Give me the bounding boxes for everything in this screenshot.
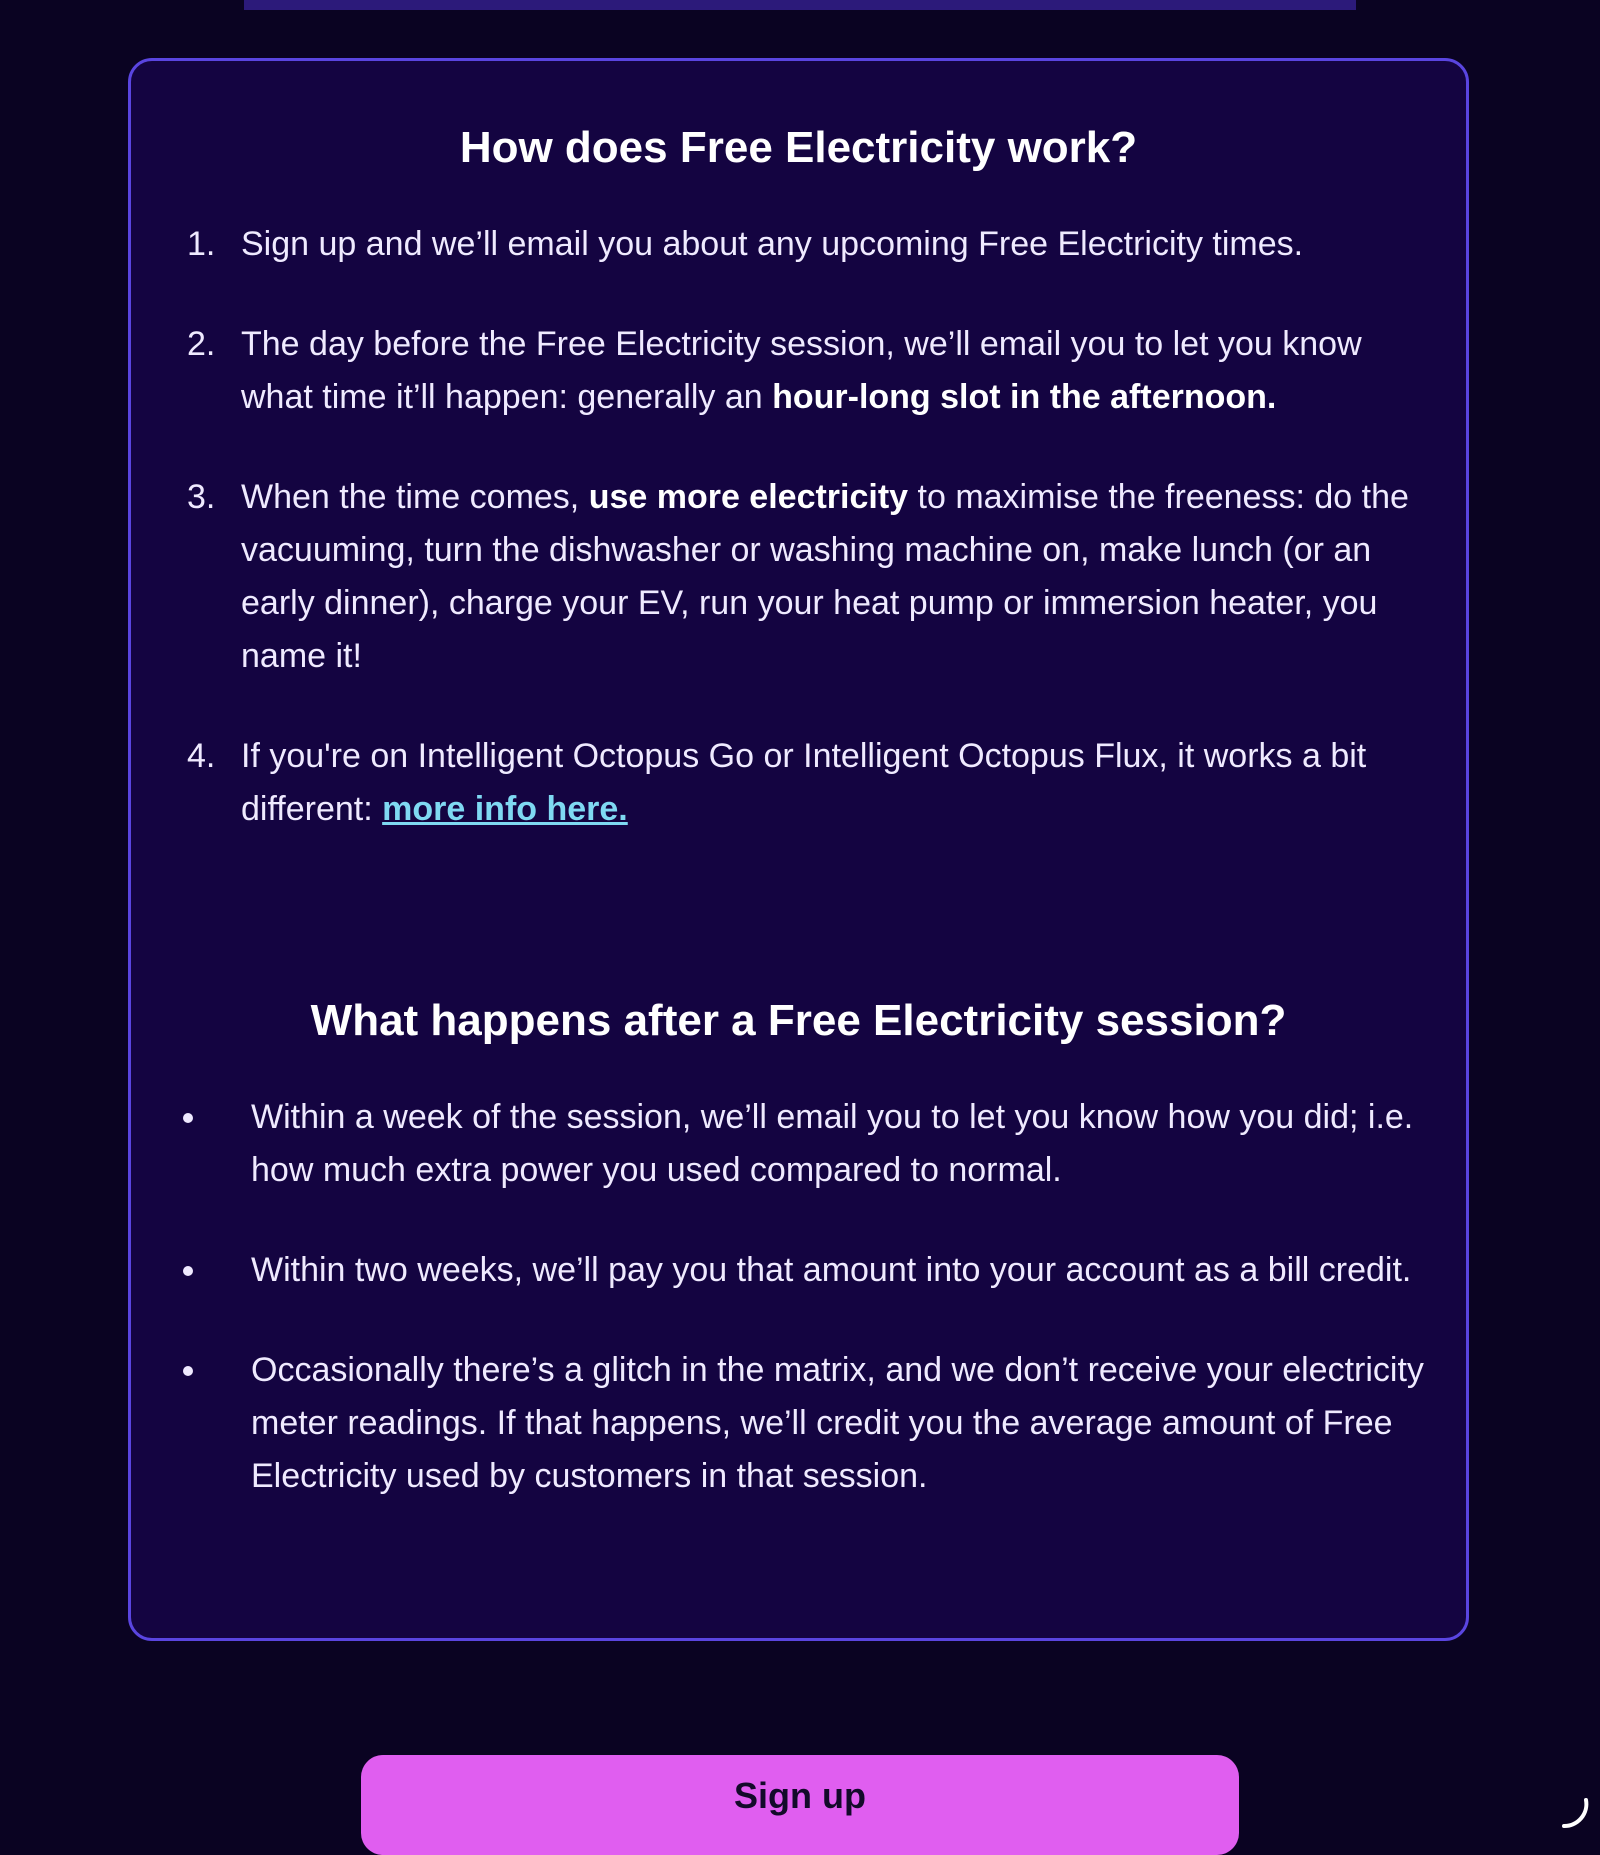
bullet-dot-icon (183, 1266, 193, 1276)
bullet-dot-icon (183, 1113, 193, 1123)
step-number: 4. (187, 737, 216, 775)
how-it-works-heading: How does Free Electricity work? (459, 123, 1138, 172)
list-item (179, 1344, 1439, 1503)
free-electricity-info-card (128, 58, 1469, 1641)
step-emphasis: use more electricity (588, 478, 909, 516)
step-item (187, 218, 1437, 271)
step-emphasis: hour-long slot in the afternoon. (772, 378, 1277, 416)
after-session-list (179, 1091, 1439, 1503)
step-number: 2. (187, 325, 216, 363)
step-number: 1. (187, 225, 216, 263)
step-text: When the time comes, (241, 478, 589, 516)
list-item (179, 1091, 1439, 1197)
step-text: The day before the Free Electricity session, we’ll email you to let you know what time it’ll happen: generally an (241, 325, 1362, 416)
step-item (187, 318, 1437, 424)
top-banner-edge (244, 0, 1356, 10)
loading-spinner-icon (1558, 1796, 1592, 1830)
step-item (187, 730, 1437, 836)
more-info-link[interactable]: more info here. (382, 790, 628, 828)
list-item-text: Occasionally there’s a glitch in the matrix, and we don’t receive your electricity meter readings. If that happens, we’ll credit you the average amount of Free Electricity used by customers in that session. (251, 1351, 1424, 1495)
step-text-continued: to maximise the freeness: do the vacuuming, turn the dishwasher or washing machine on, make lunch (or an early dinner), charge your EV, run your heat pump or immersion heater, you name it! (241, 478, 1409, 675)
list-item (179, 1244, 1439, 1297)
bullet-dot-icon (183, 1366, 193, 1376)
after-session-heading: What happens after a Free Electricity session? (310, 996, 1287, 1045)
list-item-text: Within two weeks, we’ll pay you that amount into your account as a bill credit. (251, 1251, 1412, 1289)
step-text: If you're on Intelligent Octopus Go or Intelligent Octopus Flux, it works a bit different: (241, 737, 1367, 828)
how-it-works-steps (187, 218, 1437, 836)
step-number: 3. (187, 478, 216, 516)
sign-up-button[interactable]: Sign up (361, 1755, 1239, 1855)
list-item-text: Within a week of the session, we’ll email you to let you know how you did; i.e. how much extra power you used compared to normal. (251, 1098, 1414, 1189)
step-item (187, 471, 1437, 683)
step-text: Sign up and we’ll email you about any upcoming Free Electricity times. (241, 225, 1304, 263)
